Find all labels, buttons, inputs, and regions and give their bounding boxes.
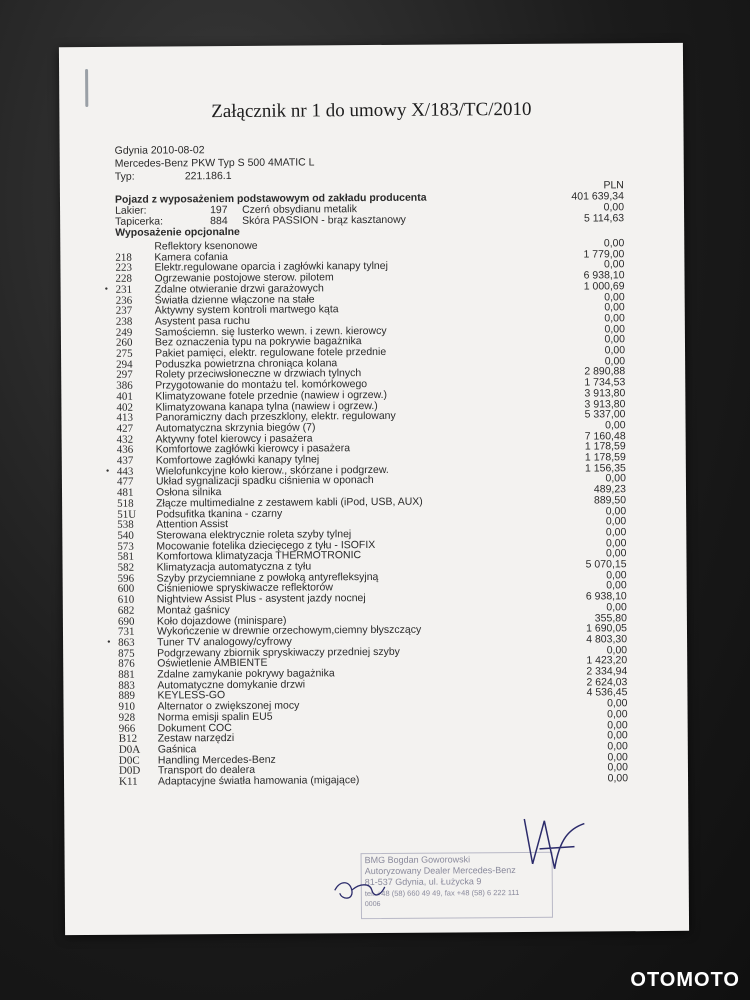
item-description: KEYLESS-GO xyxy=(157,689,226,702)
item-description: Bez oznaczenia typu na pokrywie bagażnika xyxy=(154,335,362,349)
item-code: 275 xyxy=(116,347,133,360)
item-price: 4 803,30 xyxy=(586,633,628,646)
signature-mark xyxy=(514,808,604,879)
item-price: 0,00 xyxy=(604,344,626,357)
item-price: 0,00 xyxy=(603,237,625,250)
item-code: 51U xyxy=(117,508,137,521)
item-description: Koło dojazdowe (minispare) xyxy=(156,614,287,628)
item-description: Mocowanie fotelika dziecięcego z tyłu - ISOFIX xyxy=(156,538,376,553)
item-price: 0,00 xyxy=(606,601,627,614)
item-price: 5 337,00 xyxy=(584,408,626,421)
item-description: Gaśnica xyxy=(157,743,197,756)
item-price: 2 624,03 xyxy=(586,675,628,689)
item-price: 0,00 xyxy=(603,258,625,271)
item-description: Aktywny fotel kierowcy i pasażera xyxy=(155,432,313,446)
item-code: 928 xyxy=(118,711,136,724)
item-code: 223 xyxy=(115,262,132,275)
item-price: 1 178,59 xyxy=(584,440,626,453)
item-code: 436 xyxy=(116,443,134,457)
item-description: Transport do dealera xyxy=(157,764,256,777)
item-description: Komfortowe zagłówki kierowcy i pasażera xyxy=(155,442,351,456)
item-description: Przygotowanie do montażu tel. komórkowego xyxy=(155,378,368,392)
item-code: 228 xyxy=(115,272,133,285)
item-description: Klimatyzacja automatyczna z tyłu xyxy=(156,560,312,574)
item-description: Pakiet pamięci, elektr. regulowane fotele przednie xyxy=(155,345,387,360)
item-price: 1 178,59 xyxy=(584,451,626,464)
item-price: 0,00 xyxy=(605,547,627,560)
item-description: Ciśnieniowe spryskiwacze reflektorów xyxy=(156,581,333,595)
item-price: 0,00 xyxy=(604,290,625,303)
item-description: Norma emisji spalin EU5 xyxy=(157,710,273,724)
item-description: Elektr.regulowane oparcia i zagłówki kanapy tylnej xyxy=(154,260,388,274)
item-code: 883 xyxy=(118,679,135,692)
model-line: Mercedes-Benz PKW Typ S 500 4MATIC L xyxy=(114,156,315,170)
lakier-price: 0,00 xyxy=(603,201,625,214)
item-code: 863 xyxy=(118,636,135,649)
item-code: 596 xyxy=(117,572,135,585)
item-code: 690 xyxy=(117,615,135,628)
item-price: 6 938,10 xyxy=(585,590,627,603)
item-code: 401 xyxy=(116,390,133,403)
item-price: 5 070,15 xyxy=(585,558,627,571)
item-description: Samościemn. się lusterko wewn. i zewn. kierowcy xyxy=(154,324,387,339)
item-price: 2 334,94 xyxy=(586,665,628,678)
item-price: 1 156,35 xyxy=(584,461,626,475)
item-code: 876 xyxy=(118,657,135,671)
tapicerka-price: 5 114,63 xyxy=(583,212,625,225)
item-code: D0A xyxy=(118,743,141,756)
item-price: 0,00 xyxy=(604,301,625,314)
item-description: Attention Assist xyxy=(156,518,229,531)
item-description: Adaptacyjne światła hamowania (migające) xyxy=(157,774,360,788)
stamp-line: 81-537 Gdynia, ul. Łużycka 9 xyxy=(364,876,482,888)
item-code: 294 xyxy=(116,358,133,371)
item-code: 910 xyxy=(118,700,136,713)
item-description: Układ sygnalizacji spadku ciśnienia w oponach xyxy=(155,474,374,488)
item-code: 682 xyxy=(117,604,135,617)
item-description: Złącze multimedialne z zestawem kabli (iPod, USB, AUX) xyxy=(156,495,423,510)
item-price: 0,00 xyxy=(604,322,625,335)
item-code: 582 xyxy=(117,561,135,574)
tapicerka-code: 884 xyxy=(210,215,228,228)
item-description: Reflektory ksenonowe xyxy=(154,239,258,253)
item-price: 6 938,10 xyxy=(583,269,625,282)
item-code: 297 xyxy=(116,369,133,382)
item-code: B12 xyxy=(118,732,138,745)
item-description: Szyby przyciemniane z powłoką antyrefleksyjną xyxy=(156,570,379,585)
item-price: 0,00 xyxy=(607,750,628,763)
lakier-desc: Czerń obsydianu metalik xyxy=(242,203,358,216)
item-description: Wielofunkcyjne koło kierow., skórzane i podgrzew. xyxy=(155,463,389,478)
stamp-line: tel. +48 (58) 660 49 49, fax +48 (58) 6 222 111 xyxy=(364,887,520,899)
item-code: 249 xyxy=(115,326,133,339)
item-description: Klimatyzowane fotele przednie (nawiew i ogrzew.) xyxy=(155,388,388,403)
item-description: Sterowana elektrycznie roleta szyby tylnej xyxy=(156,528,352,542)
document-page xyxy=(59,43,689,935)
item-description: Komfortowa klimatyzacja THERMOTRONIC xyxy=(156,549,362,563)
item-code: 477 xyxy=(116,476,134,489)
item-price: 7 160,48 xyxy=(584,429,626,443)
initials-mark xyxy=(330,875,390,905)
item-price: 0,00 xyxy=(604,354,626,368)
item-description: Światła dzienne włączone na stałe xyxy=(154,292,315,307)
item-description: Alternator o zwiększonej mocy xyxy=(157,699,300,713)
item-code: 437 xyxy=(116,454,134,467)
item-code: 236 xyxy=(115,294,133,307)
stamp-line: 0006 xyxy=(364,900,381,909)
item-price: 4 536,45 xyxy=(586,686,628,699)
item-code: 218 xyxy=(115,251,132,264)
item-price: 0,00 xyxy=(605,526,627,539)
item-code: 237 xyxy=(115,304,133,317)
item-price: 1 734,53 xyxy=(584,376,626,389)
options-heading: Wyposażenie opcjonalne xyxy=(115,225,240,239)
item-code: 538 xyxy=(117,518,134,531)
item-code: 581 xyxy=(117,550,135,564)
item-price: 489,23 xyxy=(593,483,627,496)
item-description: Panoramiczny dach przeszklony, elektr. regulowany xyxy=(155,410,396,424)
item-code: 881 xyxy=(118,668,135,681)
item-description: Asystent pasa ruchu xyxy=(154,314,251,328)
item-description: Aktywny system kontroli martwego kąta xyxy=(154,303,339,317)
stamp-line: Autoryzowany Dealer Mercedes-Benz xyxy=(364,865,516,877)
item-code: 600 xyxy=(117,583,135,596)
lakier-label: Lakier: xyxy=(115,204,147,217)
item-code: 432 xyxy=(116,433,134,446)
item-description: Komfortowe zagłówki kanapy tylnej xyxy=(155,453,320,467)
item-description: Rolety przeciwsłoneczne w drzwiach tylnych xyxy=(155,367,362,381)
item-price: 0,00 xyxy=(605,536,627,549)
document-title: Załącznik nr 1 do umowy X/183/TC/2010 xyxy=(211,98,532,123)
item-price: 0,00 xyxy=(607,729,628,742)
item-description: Kamera cofania xyxy=(154,250,228,264)
item-price: 0,00 xyxy=(605,419,626,432)
otomoto-logo: OTOMOTO xyxy=(630,969,740,991)
item-code: 540 xyxy=(117,529,134,542)
item-description: Nightview Assist Plus - asystent jazdy nocnej xyxy=(156,592,366,606)
item-description: Podsufitka tkanina - czarny xyxy=(156,507,283,521)
item-description: Poduszka powietrzna chroniąca kolana xyxy=(155,356,338,371)
item-code: 966 xyxy=(118,722,136,735)
item-description: Automatyczne domykanie drzwi xyxy=(157,678,306,692)
item-description: Tuner TV analogowy/cyfrowy xyxy=(157,635,292,649)
item-price: 0,00 xyxy=(607,740,628,753)
item-code: 260 xyxy=(115,336,133,350)
item-code: 238 xyxy=(115,315,133,328)
item-description: Dokument COC xyxy=(157,721,232,735)
item-description: Wykończenie w drewnie orzechowym,ciemny błyszczący xyxy=(156,623,422,638)
item-code: 875 xyxy=(118,647,135,660)
item-price: 1 690,05 xyxy=(586,622,628,635)
item-description: Klimatyzowana kanapa tylna (nawiew i ogrzew.) xyxy=(155,399,378,414)
item-price: 0,00 xyxy=(605,504,627,517)
item-description: Osłona silnika xyxy=(155,486,222,499)
item-description: Podgrzewany zbiornik spryskiwaczy przedniej szyby xyxy=(157,645,400,660)
item-description: Zdalne zamykanie pokrywy bagażnika xyxy=(157,667,335,681)
pen-mark-dot: • xyxy=(105,465,110,477)
stamp-line: BMG Bogdan Goworowski xyxy=(364,854,471,866)
item-description: Oświetlenie AMBIENTE xyxy=(157,657,268,670)
item-code: 413 xyxy=(116,411,134,424)
typ-label: Typ: xyxy=(114,170,135,183)
item-code: 731 xyxy=(117,625,135,638)
item-code: 889 xyxy=(118,690,135,703)
item-code: 443 xyxy=(116,465,134,478)
item-price: 2 890,88 xyxy=(584,365,626,378)
item-code: K11 xyxy=(118,775,138,788)
item-description: Automatyczna skrzynia biegów (7) xyxy=(155,421,316,435)
item-code: D0D xyxy=(118,764,141,778)
item-price: 0,00 xyxy=(606,579,627,592)
item-price: 0,00 xyxy=(604,333,626,346)
item-description: Handling Mercedes-Benz xyxy=(157,753,276,767)
item-price: 0,00 xyxy=(607,708,628,721)
tapicerka-desc: Skóra PASSION - brąz kasztanowy xyxy=(242,213,406,227)
item-price: 3 913,80 xyxy=(584,387,626,400)
item-price: 1 779,00 xyxy=(583,247,625,261)
item-price: 0,00 xyxy=(606,643,628,656)
date-line: Gdynia 2010-08-02 xyxy=(114,144,205,157)
item-code: D0C xyxy=(118,754,140,767)
item-price: 0,00 xyxy=(604,312,625,325)
pen-mark-dot: • xyxy=(104,283,109,295)
item-code: 481 xyxy=(116,486,134,499)
item-price: 0,00 xyxy=(606,568,627,582)
currency-label: PLN xyxy=(603,179,624,192)
item-price: 355,80 xyxy=(594,611,627,624)
item-price: 0,00 xyxy=(607,697,628,710)
item-code: 610 xyxy=(117,593,135,606)
lakier-code: 197 xyxy=(210,204,228,217)
item-code: 573 xyxy=(117,540,134,553)
item-description: Zestaw narzędzi xyxy=(157,732,235,745)
item-code: 386 xyxy=(116,379,133,392)
pen-mark-dot: • xyxy=(107,636,111,648)
item-code: 427 xyxy=(116,422,134,435)
item-code: 402 xyxy=(116,401,133,414)
typ-value: 221.186.1 xyxy=(184,169,232,183)
item-code: 518 xyxy=(117,497,134,510)
item-price: 1 000,69 xyxy=(583,280,625,293)
item-price: 0,00 xyxy=(607,718,628,731)
item-code: 231 xyxy=(115,283,133,296)
item-description: Zdalne otwieranie drzwi garażowych xyxy=(154,282,324,296)
base-vehicle-label: Pojazd z wyposażeniem podstawowym od zakładu producenta xyxy=(114,191,427,206)
tapicerka-label: Tapicerka: xyxy=(115,215,164,228)
item-price: 0,00 xyxy=(607,772,629,785)
item-price: 889,50 xyxy=(593,494,627,507)
item-description: Montaż gaśnicy xyxy=(156,603,230,617)
item-price: 1 423,20 xyxy=(586,654,628,667)
item-price: 0,00 xyxy=(605,515,627,528)
item-price: 0,00 xyxy=(607,761,628,774)
item-price: 0,00 xyxy=(605,472,626,485)
item-price: 3 913,80 xyxy=(584,397,626,411)
base-vehicle-price: 401 639,34 xyxy=(571,190,625,203)
item-description: Ogrzewanie postojowe sterow. pilotem xyxy=(154,271,334,285)
